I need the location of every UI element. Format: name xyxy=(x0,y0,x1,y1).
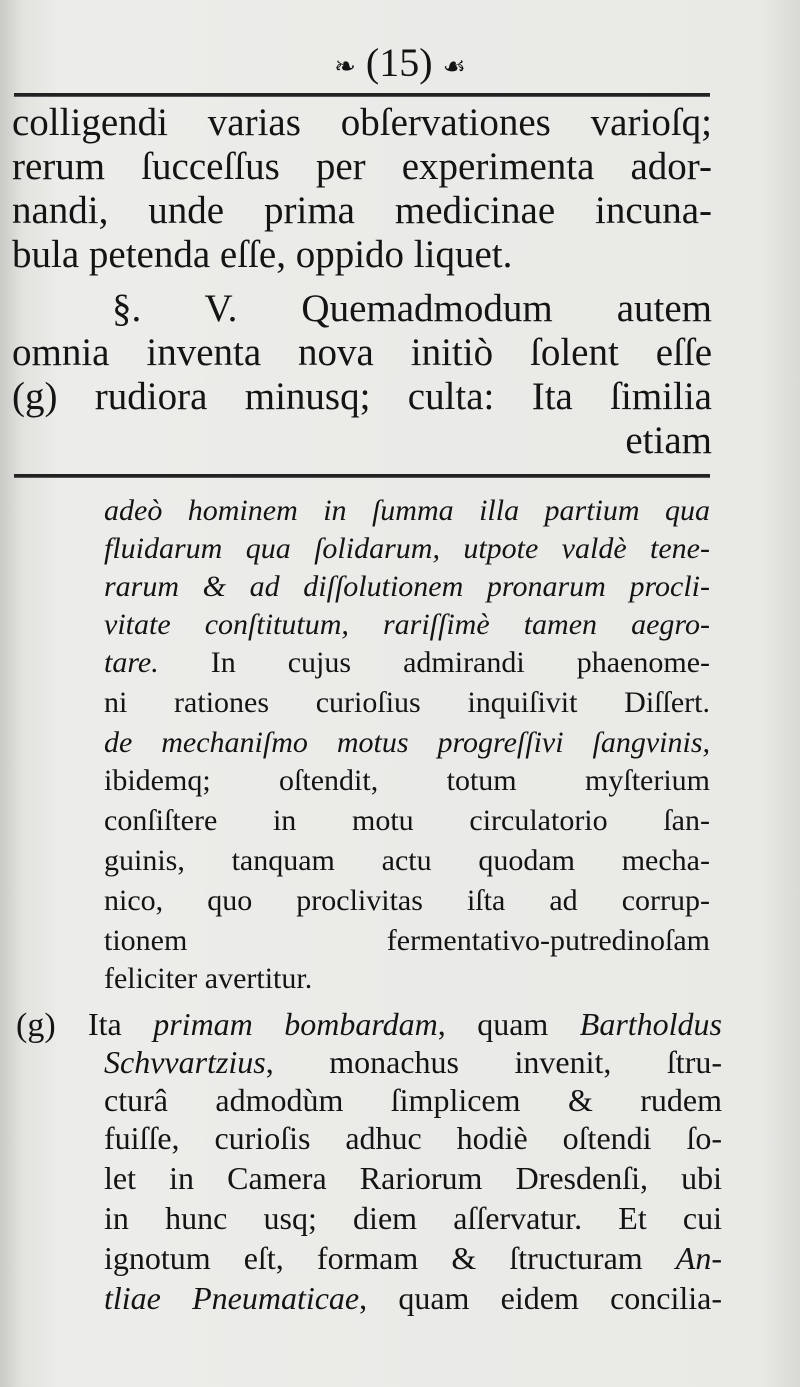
footnote-line: vitate conſtitutum, rariſſimè tamen aegro- xyxy=(104,608,710,641)
footnote-line: nico, quo proclivitas iſta ad corrup- xyxy=(104,884,710,917)
footnote-line: tare. In cujus admirandi phaenome- xyxy=(104,646,710,679)
footnote-line: cturâ admodùm ſimplicem & rudem xyxy=(104,1082,722,1118)
footnote-line: Schvvartzius, monachus invenit, ſtru- xyxy=(104,1044,722,1080)
header-rule xyxy=(14,93,710,97)
footnote-line: Ita primam bombardam, quam Bartholdus xyxy=(88,1006,722,1042)
footnote-line: rarum & ad diſſolutionem pronarum procli- xyxy=(104,570,710,603)
footnote-line: feliciter avertitur. xyxy=(104,962,313,995)
ornament-right-icon: ☙ xyxy=(442,51,466,81)
section-heading-line: §. V. Quemadmodum autem xyxy=(112,287,712,330)
catchword: etiam xyxy=(625,419,712,462)
footnote-line: ibidemq; oſtendit, totum myſterium xyxy=(104,764,710,797)
main-line: rerum ſucceſſus per experimenta ador- xyxy=(12,145,712,188)
main-line: omnia inventa nova initiò ſolent eſſe xyxy=(12,331,712,374)
ornament-left-icon: ❧ xyxy=(334,51,356,81)
footnote-line: ni rationes curioſius inquiſivit Diſſert. xyxy=(104,686,710,719)
footnote-line: tionem fermentativo-putredinoſam xyxy=(104,924,710,957)
page-header xyxy=(0,38,800,92)
main-line: bula petenda eſſe, oppido liquet. xyxy=(12,233,513,276)
main-line: nandi, unde prima medicinae incuna- xyxy=(12,189,712,232)
page-number: (15) xyxy=(365,40,433,85)
footnote-line: fuiſſe, curioſis adhuc hodiè oſtendi ſo- xyxy=(104,1120,722,1156)
footnote-line: guinis, tanquam actu quodam mecha- xyxy=(104,844,710,877)
footnote-line: ignotum eſt, formam & ſtructuram An- xyxy=(104,1240,722,1276)
footnote-line: conſiſtere in motu circulatorio ſan- xyxy=(104,804,710,837)
footnote-line: adeò hominem in ſumma illa partium qua xyxy=(104,494,710,527)
footnote-line: tliae Pneumaticae, quam eidem concilia- xyxy=(104,1280,723,1316)
footnote-line: fluidarum qua ſolidarum, utpote valdè tene- xyxy=(104,532,710,565)
footnote-line: de mechaniſmo motus progreſſivi ſangvinis, xyxy=(104,726,710,759)
main-line: (g) rudiora minusq; culta: Ita ſimilia xyxy=(12,375,712,418)
footnote-marker: (g) xyxy=(16,1007,56,1044)
footnote-line: let in Camera Rariorum Dresdenſi, ubi xyxy=(104,1160,722,1196)
footnote-rule xyxy=(14,474,710,478)
main-line: colligendi varias obſervationes varioſq; xyxy=(12,101,712,144)
footnote-line: in hunc usq; diem aſſervatur. Et cui xyxy=(104,1200,722,1236)
